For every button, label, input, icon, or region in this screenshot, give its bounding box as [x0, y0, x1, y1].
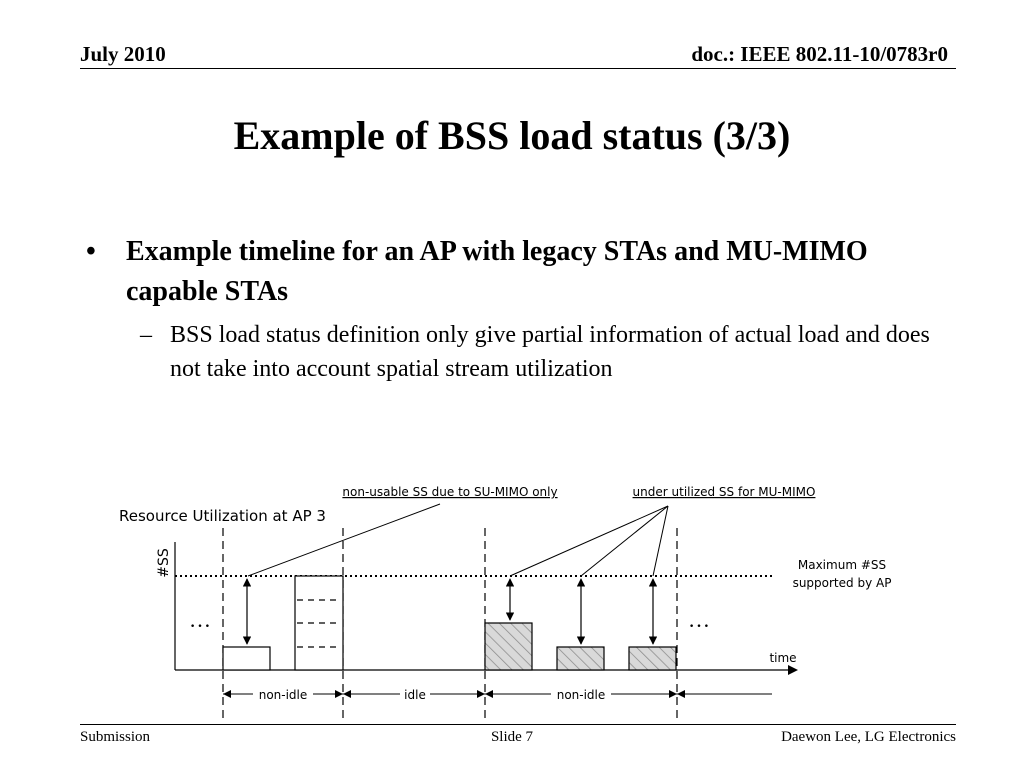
slide-title: Example of BSS load status (3/3) — [233, 113, 791, 158]
max-ss-label-line1: Maximum #SS — [797, 558, 887, 572]
chart-title: Resource Utilization at AP 3 — [119, 507, 326, 525]
callout-under-utilized-ss: under utilized SS for MU-MIMO — [632, 485, 816, 499]
max-ss-label-line2: supported by AP — [792, 576, 892, 590]
bullet-main-text: Example timeline for an AP with legacy STAs and MU-MIMO capable STAs — [126, 236, 868, 307]
header-doc-id: doc.: IEEE 802.11-10/0783r0 — [691, 42, 948, 66]
footer-slide-number: Slide 7 — [490, 729, 534, 745]
callout-non-usable-ss: non-usable SS due to SU-MIMO only — [342, 485, 558, 499]
period-label-idle: idle — [404, 688, 426, 702]
mu-mimo-bar-3 — [629, 647, 676, 670]
legacy-bar-1 — [223, 647, 270, 670]
y-axis-label: #SS — [156, 548, 172, 578]
header-date: July 2010 — [80, 42, 166, 66]
x-axis-arrowhead — [788, 665, 798, 675]
ellipsis-left: … — [189, 607, 211, 632]
footer-submission: Submission — [80, 729, 151, 745]
mu-mimo-bar-1 — [485, 623, 532, 670]
x-axis-label: time — [769, 651, 797, 665]
period-label-non-idle-2: non-idle — [556, 688, 606, 702]
bullet-dash: – — [140, 322, 152, 348]
mu-mimo-bar-2 — [557, 647, 604, 670]
bullet-dot: • — [86, 236, 96, 267]
period-label-non-idle-1: non-idle — [258, 688, 308, 702]
bullet-sub-text: BSS load status definition only give partial information of actual load and does not take into account spatial stream utilization — [170, 322, 930, 382]
ellipsis-right: … — [688, 607, 710, 632]
footer-divider — [80, 724, 956, 725]
footer-author: Daewon Lee, LG Electronics — [781, 729, 956, 745]
